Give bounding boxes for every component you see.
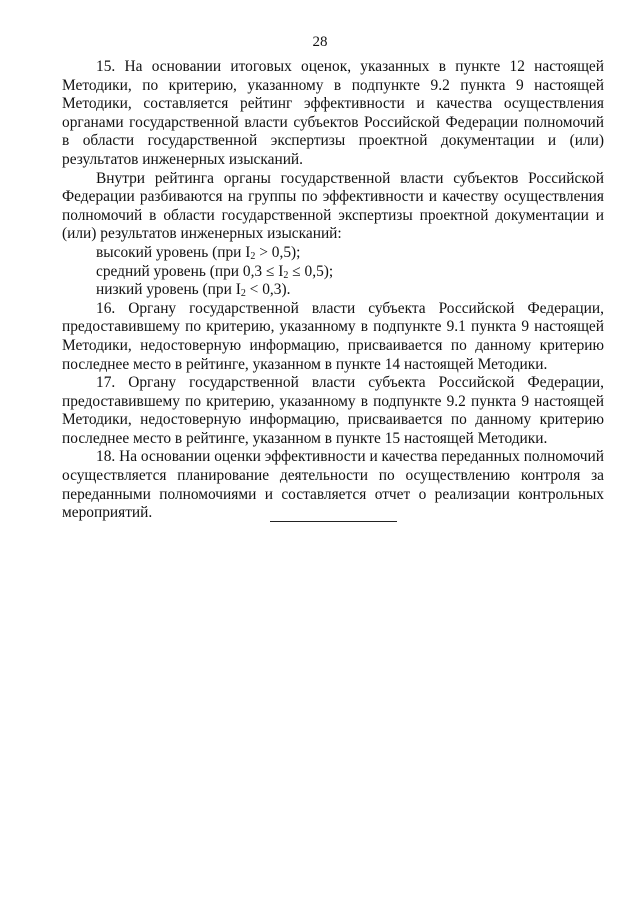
level-high bbox=[62, 244, 604, 263]
level-high-subscript: 2 bbox=[250, 250, 256, 262]
level-low bbox=[62, 281, 604, 300]
paragraph-18: 18. На основании оценки эффективности и качества переданных полномочий осуществляется планирование деятельности по осуществлению контроля за переданными полномочиями и составляется отчет о реализации контрольных мероприятий. bbox=[62, 448, 604, 522]
paragraph-17: 17. Органу государственной власти субъекта Российской Федерации, предоставившему по критерию, указанному в подпункте 9.2 пункта 9 настоящей Методики, недостоверную информацию, присваивается по данному критерию последнее место в рейтинге, указанном в пункте 15 настоящей Методики. bbox=[62, 374, 604, 447]
paragraph-rating-groups: Внутри рейтинга органы государственной власти субъектов Российской Федерации разбиваются на группы по эффективности и качеству осуществления полномочий в области государственной экспертизы проектной документации и (или) результатов инженерных изысканий: bbox=[62, 169, 604, 243]
level-high-prefix: высокий уровень (при I bbox=[96, 243, 251, 261]
level-low-subscript: 2 bbox=[240, 288, 246, 300]
level-high-suffix: > 0,5); bbox=[255, 243, 301, 261]
level-medium-suffix: ≤ 0,5); bbox=[288, 262, 334, 280]
level-low-prefix: низкий уровень (при I bbox=[96, 281, 241, 299]
end-separator-line bbox=[270, 521, 397, 522]
level-low-suffix: < 0,3). bbox=[245, 281, 291, 299]
paragraph-15: 15. На основании итоговых оценок, указанных в пункте 12 настоящей Методики, по критерию, указанному в подпункте 9.2 пункта 9 настоящей Методики, составляется рейтинг эффективности и качества осуществления органами государственной власти субъектов Российской Федерации полномочий в области государственной экспертизы проектной документации и (или) результатов инженерных изысканий. bbox=[62, 58, 604, 168]
level-medium-prefix: средний уровень (при 0,3 ≤ I bbox=[96, 262, 284, 280]
document-body bbox=[62, 58, 604, 523]
page-number: 28 bbox=[312, 34, 328, 50]
paragraph-16: 16. Органу государственной власти субъекта Российской Федерации, предоставившему по критерию, указанному в подпункте 9.1 пункта 9 настоящей Методики, недостоверную информацию, присваивается по данному критерию последнее место в рейтинге, указанном в пункте 14 настоящей Методики. bbox=[62, 299, 604, 373]
level-medium bbox=[62, 263, 604, 282]
level-medium-subscript: 2 bbox=[283, 269, 289, 281]
